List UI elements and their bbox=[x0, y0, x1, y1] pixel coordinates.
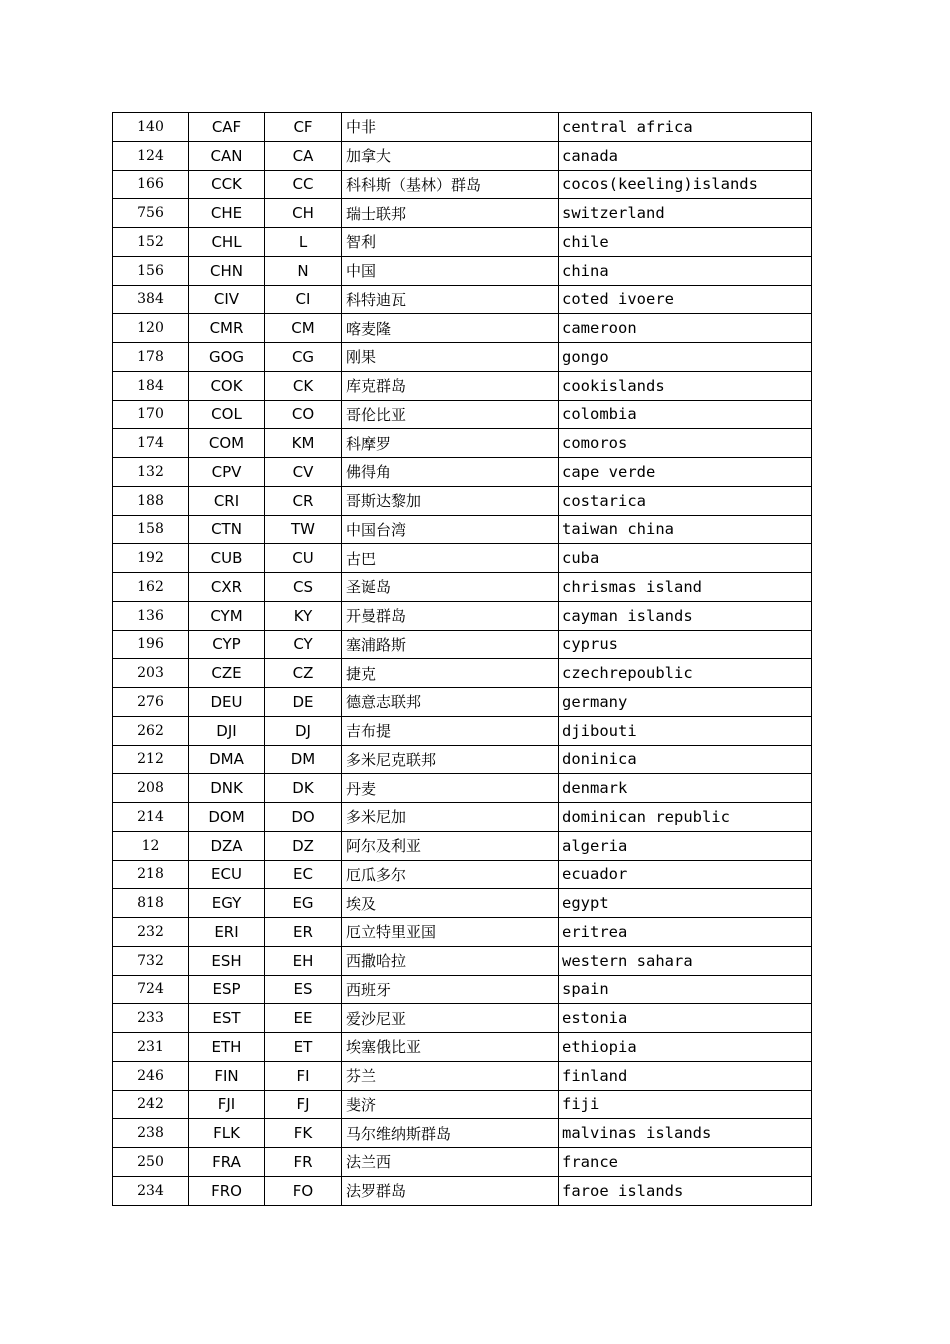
table-row bbox=[113, 975, 812, 1004]
chinese-name-cell: 德意志联邦 bbox=[342, 688, 559, 717]
alpha3-code-cell: ESH bbox=[189, 946, 265, 975]
table-row bbox=[113, 458, 812, 487]
alpha2-code-cell: ER bbox=[265, 918, 342, 947]
english-name-cell: chrismas island bbox=[559, 573, 812, 602]
alpha2-code-cell: FR bbox=[265, 1148, 342, 1177]
numeric-code-cell: 214 bbox=[113, 803, 189, 832]
alpha2-code-cell: CZ bbox=[265, 659, 342, 688]
alpha3-code-cell: EGY bbox=[189, 889, 265, 918]
alpha2-code-cell: CV bbox=[265, 458, 342, 487]
english-name-cell: western sahara bbox=[559, 946, 812, 975]
numeric-code-cell: 234 bbox=[113, 1176, 189, 1205]
english-name-cell: malvinas islands bbox=[559, 1119, 812, 1148]
english-name-cell: cocos(keeling)islands bbox=[559, 170, 812, 199]
numeric-code-cell: 724 bbox=[113, 975, 189, 1004]
alpha2-code-cell: CR bbox=[265, 486, 342, 515]
alpha2-code-cell: N bbox=[265, 256, 342, 285]
alpha3-code-cell: DNK bbox=[189, 774, 265, 803]
numeric-code-cell: 756 bbox=[113, 199, 189, 228]
alpha3-code-cell: CYP bbox=[189, 630, 265, 659]
alpha2-code-cell: KY bbox=[265, 601, 342, 630]
table-row bbox=[113, 343, 812, 372]
chinese-name-cell: 马尔维纳斯群岛 bbox=[342, 1119, 559, 1148]
table-row bbox=[113, 716, 812, 745]
chinese-name-cell: 多米尼克联邦 bbox=[342, 745, 559, 774]
alpha2-code-cell: DM bbox=[265, 745, 342, 774]
numeric-code-cell: 218 bbox=[113, 860, 189, 889]
numeric-code-cell: 232 bbox=[113, 918, 189, 947]
english-name-cell: cyprus bbox=[559, 630, 812, 659]
table-row bbox=[113, 860, 812, 889]
english-name-cell: germany bbox=[559, 688, 812, 717]
alpha3-code-cell: FIN bbox=[189, 1061, 265, 1090]
table-row bbox=[113, 803, 812, 832]
table-row bbox=[113, 1033, 812, 1062]
chinese-name-cell: 埃及 bbox=[342, 889, 559, 918]
chinese-name-cell: 开曼群岛 bbox=[342, 601, 559, 630]
chinese-name-cell: 古巴 bbox=[342, 544, 559, 573]
alpha2-code-cell: CK bbox=[265, 371, 342, 400]
alpha2-code-cell: CY bbox=[265, 630, 342, 659]
table-row bbox=[113, 400, 812, 429]
numeric-code-cell: 196 bbox=[113, 630, 189, 659]
numeric-code-cell: 238 bbox=[113, 1119, 189, 1148]
alpha3-code-cell: CRI bbox=[189, 486, 265, 515]
table-row bbox=[113, 285, 812, 314]
chinese-name-cell: 智利 bbox=[342, 228, 559, 257]
alpha3-code-cell: CZE bbox=[189, 659, 265, 688]
alpha2-code-cell: DJ bbox=[265, 716, 342, 745]
chinese-name-cell: 捷克 bbox=[342, 659, 559, 688]
numeric-code-cell: 132 bbox=[113, 458, 189, 487]
table-row bbox=[113, 946, 812, 975]
alpha3-code-cell: ERI bbox=[189, 918, 265, 947]
table-row bbox=[113, 1148, 812, 1177]
table-row bbox=[113, 256, 812, 285]
english-name-cell: algeria bbox=[559, 831, 812, 860]
table-row bbox=[113, 228, 812, 257]
numeric-code-cell: 818 bbox=[113, 889, 189, 918]
english-name-cell: egypt bbox=[559, 889, 812, 918]
table-row bbox=[113, 113, 812, 142]
alpha2-code-cell: CG bbox=[265, 343, 342, 372]
table-row bbox=[113, 601, 812, 630]
english-name-cell: coted ivoere bbox=[559, 285, 812, 314]
chinese-name-cell: 中国台湾 bbox=[342, 515, 559, 544]
alpha3-code-cell: ECU bbox=[189, 860, 265, 889]
numeric-code-cell: 166 bbox=[113, 170, 189, 199]
english-name-cell: comoros bbox=[559, 429, 812, 458]
chinese-name-cell: 多米尼加 bbox=[342, 803, 559, 832]
alpha3-code-cell: COL bbox=[189, 400, 265, 429]
alpha2-code-cell: EH bbox=[265, 946, 342, 975]
alpha2-code-cell: DK bbox=[265, 774, 342, 803]
table-row bbox=[113, 170, 812, 199]
numeric-code-cell: 231 bbox=[113, 1033, 189, 1062]
numeric-code-cell: 178 bbox=[113, 343, 189, 372]
chinese-name-cell: 法兰西 bbox=[342, 1148, 559, 1177]
numeric-code-cell: 233 bbox=[113, 1004, 189, 1033]
english-name-cell: czechrepoublic bbox=[559, 659, 812, 688]
alpha2-code-cell: DO bbox=[265, 803, 342, 832]
numeric-code-cell: 124 bbox=[113, 141, 189, 170]
table-row bbox=[113, 573, 812, 602]
country-code-table-body bbox=[113, 113, 812, 1206]
numeric-code-cell: 246 bbox=[113, 1061, 189, 1090]
chinese-name-cell: 吉布提 bbox=[342, 716, 559, 745]
numeric-code-cell: 203 bbox=[113, 659, 189, 688]
english-name-cell: chile bbox=[559, 228, 812, 257]
english-name-cell: china bbox=[559, 256, 812, 285]
numeric-code-cell: 136 bbox=[113, 601, 189, 630]
english-name-cell: gongo bbox=[559, 343, 812, 372]
chinese-name-cell: 中国 bbox=[342, 256, 559, 285]
table-row bbox=[113, 659, 812, 688]
english-name-cell: denmark bbox=[559, 774, 812, 803]
table-row bbox=[113, 486, 812, 515]
table-row bbox=[113, 199, 812, 228]
alpha3-code-cell: FRO bbox=[189, 1176, 265, 1205]
english-name-cell: france bbox=[559, 1148, 812, 1177]
numeric-code-cell: 12 bbox=[113, 831, 189, 860]
alpha2-code-cell: FJ bbox=[265, 1090, 342, 1119]
alpha3-code-cell: GOG bbox=[189, 343, 265, 372]
alpha2-code-cell: CU bbox=[265, 544, 342, 573]
alpha2-code-cell: DE bbox=[265, 688, 342, 717]
alpha3-code-cell: CIV bbox=[189, 285, 265, 314]
english-name-cell: colombia bbox=[559, 400, 812, 429]
numeric-code-cell: 208 bbox=[113, 774, 189, 803]
alpha3-code-cell: DMA bbox=[189, 745, 265, 774]
alpha3-code-cell: DEU bbox=[189, 688, 265, 717]
table-row bbox=[113, 515, 812, 544]
alpha2-code-cell: CM bbox=[265, 314, 342, 343]
chinese-name-cell: 阿尔及利亚 bbox=[342, 831, 559, 860]
chinese-name-cell: 塞浦路斯 bbox=[342, 630, 559, 659]
english-name-cell: cameroon bbox=[559, 314, 812, 343]
numeric-code-cell: 384 bbox=[113, 285, 189, 314]
alpha3-code-cell: CUB bbox=[189, 544, 265, 573]
alpha3-code-cell: CHE bbox=[189, 199, 265, 228]
numeric-code-cell: 212 bbox=[113, 745, 189, 774]
alpha2-code-cell: EC bbox=[265, 860, 342, 889]
numeric-code-cell: 188 bbox=[113, 486, 189, 515]
numeric-code-cell: 184 bbox=[113, 371, 189, 400]
alpha2-code-cell: CC bbox=[265, 170, 342, 199]
country-code-table bbox=[112, 112, 812, 1206]
alpha3-code-cell: CXR bbox=[189, 573, 265, 602]
alpha2-code-cell: FO bbox=[265, 1176, 342, 1205]
alpha3-code-cell: DOM bbox=[189, 803, 265, 832]
alpha3-code-cell: DJI bbox=[189, 716, 265, 745]
chinese-name-cell: 中非 bbox=[342, 113, 559, 142]
english-name-cell: spain bbox=[559, 975, 812, 1004]
table-row bbox=[113, 314, 812, 343]
alpha3-code-cell: CTN bbox=[189, 515, 265, 544]
numeric-code-cell: 156 bbox=[113, 256, 189, 285]
chinese-name-cell: 埃塞俄比亚 bbox=[342, 1033, 559, 1062]
table-row bbox=[113, 371, 812, 400]
alpha3-code-cell: FRA bbox=[189, 1148, 265, 1177]
english-name-cell: ecuador bbox=[559, 860, 812, 889]
chinese-name-cell: 刚果 bbox=[342, 343, 559, 372]
english-name-cell: cookislands bbox=[559, 371, 812, 400]
table-row bbox=[113, 630, 812, 659]
numeric-code-cell: 120 bbox=[113, 314, 189, 343]
chinese-name-cell: 厄瓜多尔 bbox=[342, 860, 559, 889]
table-row bbox=[113, 745, 812, 774]
english-name-cell: costarica bbox=[559, 486, 812, 515]
alpha2-code-cell: L bbox=[265, 228, 342, 257]
alpha2-code-cell: CI bbox=[265, 285, 342, 314]
english-name-cell: estonia bbox=[559, 1004, 812, 1033]
numeric-code-cell: 152 bbox=[113, 228, 189, 257]
alpha2-code-cell: FK bbox=[265, 1119, 342, 1148]
alpha3-code-cell: COK bbox=[189, 371, 265, 400]
english-name-cell: djibouti bbox=[559, 716, 812, 745]
english-name-cell: finland bbox=[559, 1061, 812, 1090]
alpha3-code-cell: FJI bbox=[189, 1090, 265, 1119]
english-name-cell: cuba bbox=[559, 544, 812, 573]
alpha2-code-cell: DZ bbox=[265, 831, 342, 860]
alpha3-code-cell: CMR bbox=[189, 314, 265, 343]
chinese-name-cell: 哥伦比亚 bbox=[342, 400, 559, 429]
english-name-cell: fiji bbox=[559, 1090, 812, 1119]
alpha2-code-cell: CH bbox=[265, 199, 342, 228]
alpha3-code-cell: ESP bbox=[189, 975, 265, 1004]
table-row bbox=[113, 1004, 812, 1033]
numeric-code-cell: 192 bbox=[113, 544, 189, 573]
numeric-code-cell: 262 bbox=[113, 716, 189, 745]
alpha3-code-cell: CPV bbox=[189, 458, 265, 487]
alpha2-code-cell: TW bbox=[265, 515, 342, 544]
numeric-code-cell: 242 bbox=[113, 1090, 189, 1119]
table-row bbox=[113, 1119, 812, 1148]
chinese-name-cell: 厄立特里亚国 bbox=[342, 918, 559, 947]
alpha3-code-cell: COM bbox=[189, 429, 265, 458]
numeric-code-cell: 162 bbox=[113, 573, 189, 602]
english-name-cell: eritrea bbox=[559, 918, 812, 947]
alpha3-code-cell: CCK bbox=[189, 170, 265, 199]
alpha3-code-cell: FLK bbox=[189, 1119, 265, 1148]
numeric-code-cell: 140 bbox=[113, 113, 189, 142]
alpha2-code-cell: ES bbox=[265, 975, 342, 1004]
table-row bbox=[113, 141, 812, 170]
numeric-code-cell: 732 bbox=[113, 946, 189, 975]
english-name-cell: switzerland bbox=[559, 199, 812, 228]
alpha3-code-cell: EST bbox=[189, 1004, 265, 1033]
chinese-name-cell: 科科斯（基林）群岛 bbox=[342, 170, 559, 199]
chinese-name-cell: 加拿大 bbox=[342, 141, 559, 170]
alpha2-code-cell: CF bbox=[265, 113, 342, 142]
alpha2-code-cell: KM bbox=[265, 429, 342, 458]
numeric-code-cell: 170 bbox=[113, 400, 189, 429]
chinese-name-cell: 库克群岛 bbox=[342, 371, 559, 400]
alpha2-code-cell: EE bbox=[265, 1004, 342, 1033]
chinese-name-cell: 芬兰 bbox=[342, 1061, 559, 1090]
chinese-name-cell: 科特迪瓦 bbox=[342, 285, 559, 314]
table-row bbox=[113, 1090, 812, 1119]
numeric-code-cell: 250 bbox=[113, 1148, 189, 1177]
chinese-name-cell: 斐济 bbox=[342, 1090, 559, 1119]
numeric-code-cell: 158 bbox=[113, 515, 189, 544]
chinese-name-cell: 哥斯达黎加 bbox=[342, 486, 559, 515]
english-name-cell: dominican republic bbox=[559, 803, 812, 832]
english-name-cell: taiwan china bbox=[559, 515, 812, 544]
chinese-name-cell: 西撒哈拉 bbox=[342, 946, 559, 975]
numeric-code-cell: 276 bbox=[113, 688, 189, 717]
alpha3-code-cell: DZA bbox=[189, 831, 265, 860]
alpha2-code-cell: CO bbox=[265, 400, 342, 429]
alpha3-code-cell: CAN bbox=[189, 141, 265, 170]
table-row bbox=[113, 429, 812, 458]
chinese-name-cell: 喀麦隆 bbox=[342, 314, 559, 343]
alpha3-code-cell: CHL bbox=[189, 228, 265, 257]
chinese-name-cell: 佛得角 bbox=[342, 458, 559, 487]
alpha3-code-cell: ETH bbox=[189, 1033, 265, 1062]
chinese-name-cell: 圣诞岛 bbox=[342, 573, 559, 602]
alpha2-code-cell: EG bbox=[265, 889, 342, 918]
table-row bbox=[113, 831, 812, 860]
english-name-cell: faroe islands bbox=[559, 1176, 812, 1205]
alpha3-code-cell: CYM bbox=[189, 601, 265, 630]
table-row bbox=[113, 918, 812, 947]
table-row bbox=[113, 774, 812, 803]
english-name-cell: central africa bbox=[559, 113, 812, 142]
chinese-name-cell: 西班牙 bbox=[342, 975, 559, 1004]
table-row bbox=[113, 1176, 812, 1205]
numeric-code-cell: 174 bbox=[113, 429, 189, 458]
alpha3-code-cell: CAF bbox=[189, 113, 265, 142]
table-row bbox=[113, 1061, 812, 1090]
english-name-cell: ethiopia bbox=[559, 1033, 812, 1062]
alpha2-code-cell: CA bbox=[265, 141, 342, 170]
alpha2-code-cell: CS bbox=[265, 573, 342, 602]
alpha3-code-cell: CHN bbox=[189, 256, 265, 285]
chinese-name-cell: 科摩罗 bbox=[342, 429, 559, 458]
english-name-cell: doninica bbox=[559, 745, 812, 774]
english-name-cell: canada bbox=[559, 141, 812, 170]
alpha2-code-cell: FI bbox=[265, 1061, 342, 1090]
table-row bbox=[113, 889, 812, 918]
english-name-cell: cape verde bbox=[559, 458, 812, 487]
english-name-cell: cayman islands bbox=[559, 601, 812, 630]
chinese-name-cell: 爱沙尼亚 bbox=[342, 1004, 559, 1033]
alpha2-code-cell: ET bbox=[265, 1033, 342, 1062]
chinese-name-cell: 丹麦 bbox=[342, 774, 559, 803]
chinese-name-cell: 瑞士联邦 bbox=[342, 199, 559, 228]
table-row bbox=[113, 688, 812, 717]
table-row bbox=[113, 544, 812, 573]
chinese-name-cell: 法罗群岛 bbox=[342, 1176, 559, 1205]
